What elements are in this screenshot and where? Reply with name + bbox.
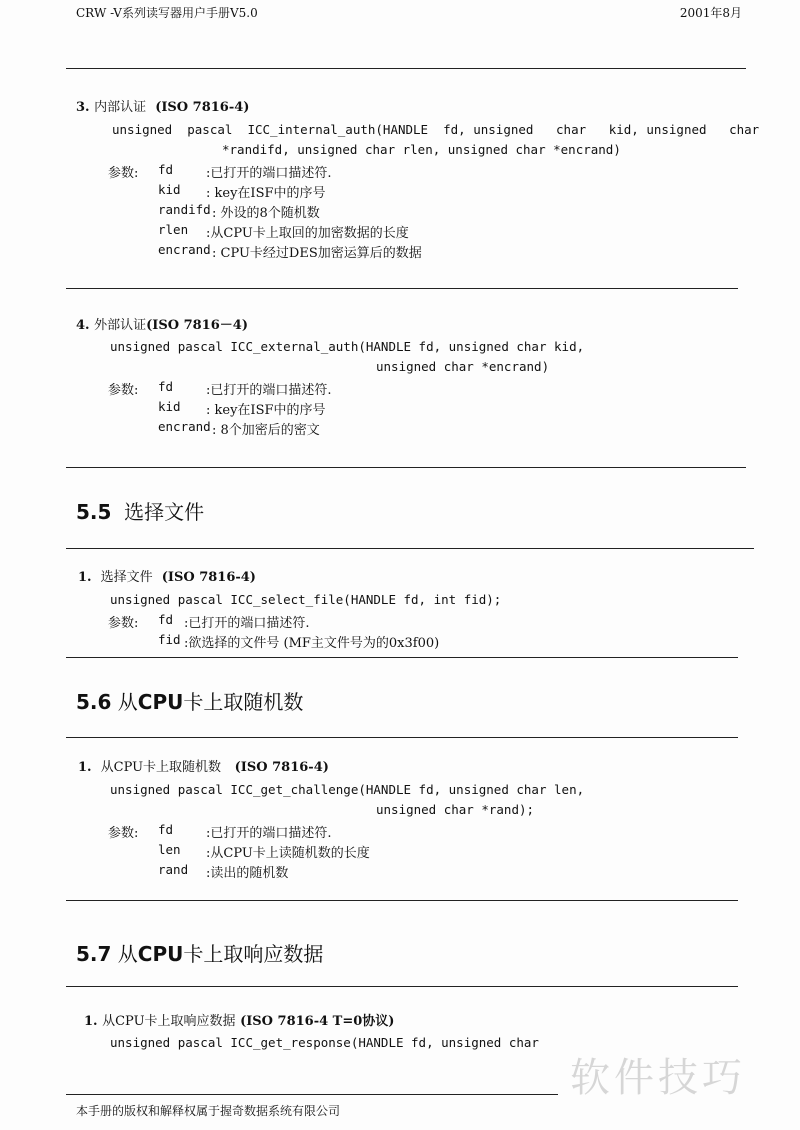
get-challenge-signature-line2: unsigned char *rand); [376, 802, 535, 817]
param-name: randifd [158, 202, 211, 217]
param-name: kid [158, 399, 181, 414]
get-response-signature: unsigned pascal ICC_get_response(HANDLE fd, unsigned char [110, 1035, 539, 1050]
section-divider [66, 548, 754, 549]
section-divider [66, 467, 746, 468]
section-internal-auth-heading: 3. 内部认证 (ISO 7816-4) [76, 100, 250, 115]
param-desc: : 8个加密后的密文 [212, 423, 320, 438]
get-response-subheading: 1. 从CPU卡上取响应数据 (ISO 7816-4 T=0协议) [84, 1014, 395, 1029]
section-divider [66, 900, 738, 901]
param-name: len [158, 842, 181, 857]
param-desc: :已打开的端口描述符. [206, 826, 332, 841]
section-divider [66, 657, 738, 658]
footer-divider [66, 1094, 558, 1095]
param-desc: :读出的随机数 [206, 866, 289, 881]
section-5-5-heading: 5.5 选择文件 [76, 500, 205, 524]
param-desc: : CPU卡经过DES加密运算后的数据 [212, 246, 422, 261]
param-name: encrand [158, 419, 211, 434]
param-name: encrand [158, 242, 211, 257]
select-file-signature: unsigned pascal ICC_select_file(HANDLE fd, int fid); [110, 592, 502, 607]
section-external-auth-heading: 4. 外部认证(ISO 7816－4) [76, 318, 248, 333]
param-desc: :已打开的端口描述符. [206, 166, 332, 181]
param-desc: :已打开的端口描述符. [184, 616, 310, 631]
param-name: rlen [158, 222, 189, 237]
watermark: 软件技巧 [570, 1055, 746, 1101]
section-divider [66, 986, 738, 987]
get-challenge-signature-line1: unsigned pascal ICC_get_challenge(HANDLE fd, unsigned char len, [110, 782, 585, 797]
param-desc: : key在ISF中的序号 [206, 403, 326, 418]
param-name: fd [158, 822, 174, 837]
params-label: 参数: [108, 616, 139, 631]
external-auth-signature-line1: unsigned pascal ICC_external_auth(HANDLE fd, unsigned char kid, [110, 339, 585, 354]
param-name: fd [158, 612, 174, 627]
select-file-subheading: 1. 选择文件 (ISO 7816-4) [78, 570, 256, 585]
section-divider [66, 288, 738, 289]
header-date: 2001年8月 [679, 6, 742, 20]
section-divider [66, 737, 738, 738]
param-name: fd [158, 379, 174, 394]
param-desc: :已打开的端口描述符. [206, 383, 332, 398]
param-desc: :从CPU卡上读随机数的长度 [206, 846, 370, 861]
section-5-7-heading: 5.7 从CPU卡上取响应数据 [76, 942, 324, 966]
param-name: rand [158, 862, 189, 877]
param-name: kid [158, 182, 181, 197]
params-label: 参数: [108, 166, 139, 181]
param-desc: :从CPU卡上取回的加密数据的长度 [206, 226, 409, 241]
header-divider [66, 68, 746, 69]
get-challenge-subheading: 1. 从CPU卡上取随机数 (ISO 7816-4) [78, 760, 329, 775]
param-desc: : 外设的8个随机数 [212, 206, 320, 221]
internal-auth-signature-line2: *randifd, unsigned char rlen, unsigned char *encrand) [222, 142, 621, 157]
param-name: fid [158, 632, 181, 647]
internal-auth-signature-line1: unsigned pascal ICC_internal_auth(HANDLE fd, unsigned char kid, unsigned char [112, 122, 760, 137]
section-5-6-heading: 5.6 从CPU卡上取随机数 [76, 690, 304, 714]
param-desc: :欲选择的文件号 (MF主文件号为的0x3f00) [184, 636, 440, 651]
footer-copyright: 本手册的版权和解释权属于握奇数据系统有限公司 [76, 1104, 341, 1118]
params-label: 参数: [108, 826, 139, 841]
param-desc: : key在ISF中的序号 [206, 186, 326, 201]
params-label: 参数: [108, 383, 139, 398]
header-manual-title: CRW -V系列读写器用户手册V5.0 [76, 6, 258, 20]
param-name: fd [158, 162, 174, 177]
external-auth-signature-line2: unsigned char *encrand) [376, 359, 550, 374]
